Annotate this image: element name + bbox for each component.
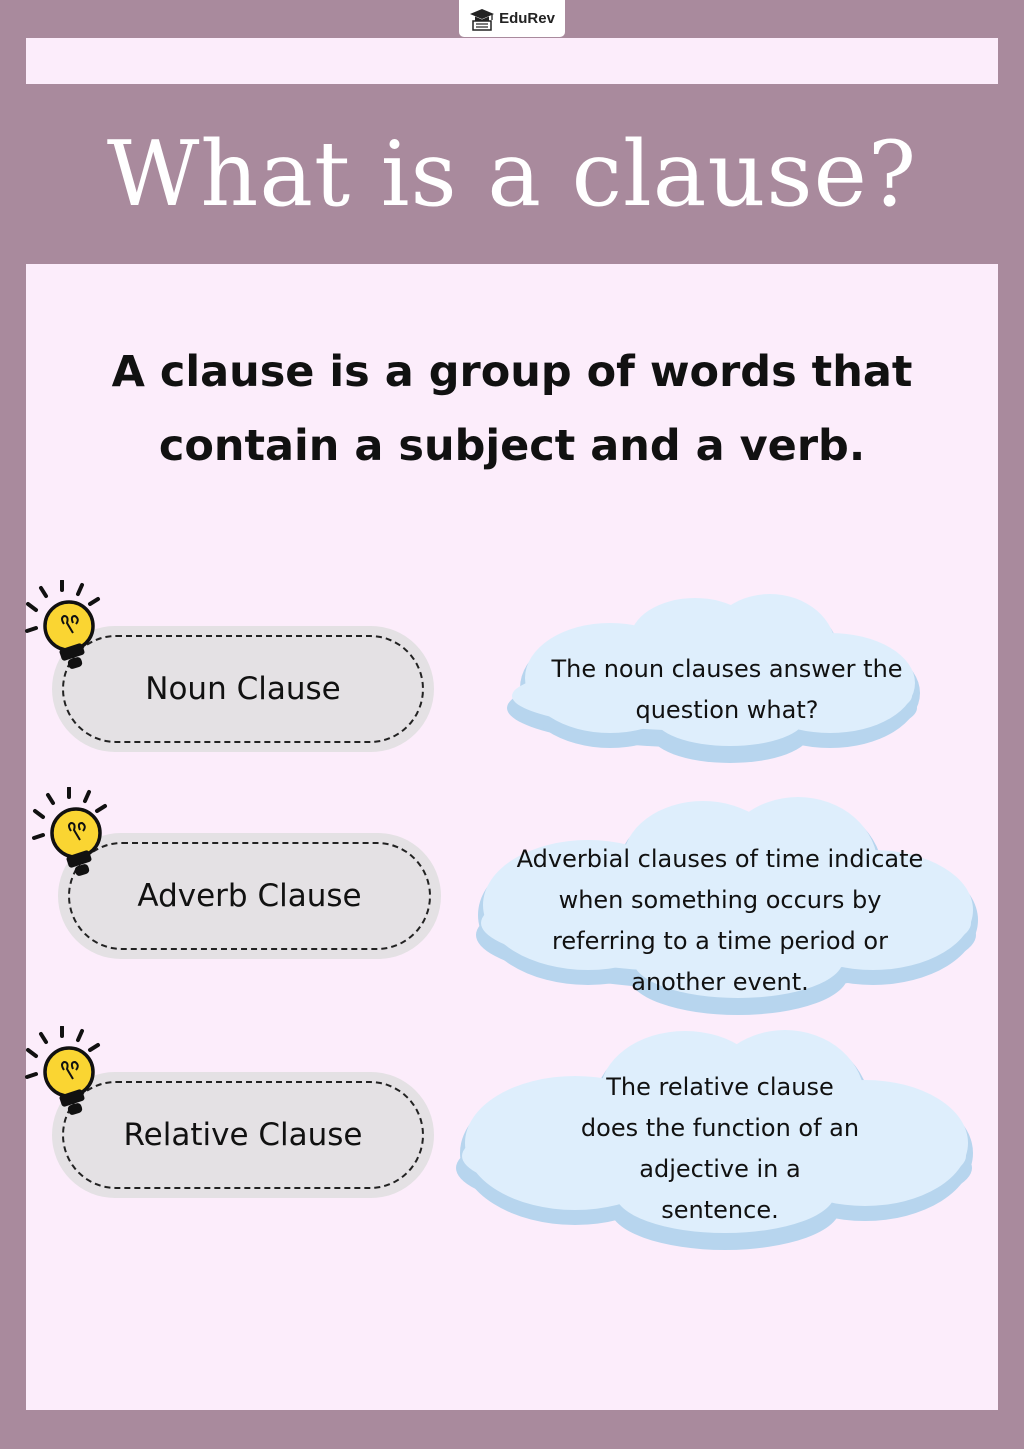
top-banner-strip xyxy=(26,38,998,84)
clause-description: Adverbial clauses of time indicate when something occurs by referring to a time period or another event. xyxy=(516,845,924,996)
edurev-logo xyxy=(459,0,565,37)
clause-description: The noun clauses answer the question what? xyxy=(551,655,903,724)
brand-name: EduRev xyxy=(499,10,555,27)
lightbulb-icon xyxy=(24,580,124,680)
clause-label: Noun Clause xyxy=(145,671,341,707)
page-title: What is a clause? xyxy=(106,122,918,227)
clause-label: Adverb Clause xyxy=(137,878,362,914)
graduation-cap-icon xyxy=(469,7,495,31)
lightbulb-icon xyxy=(31,787,131,887)
clause-label: Relative Clause xyxy=(123,1117,363,1153)
lightbulb-icon xyxy=(24,1026,124,1126)
definition-text: A clause is a group of words that contain a subject and a verb. xyxy=(111,347,913,471)
clause-description: The relative clause does the function of an adjective in a sentence. xyxy=(580,1073,860,1224)
